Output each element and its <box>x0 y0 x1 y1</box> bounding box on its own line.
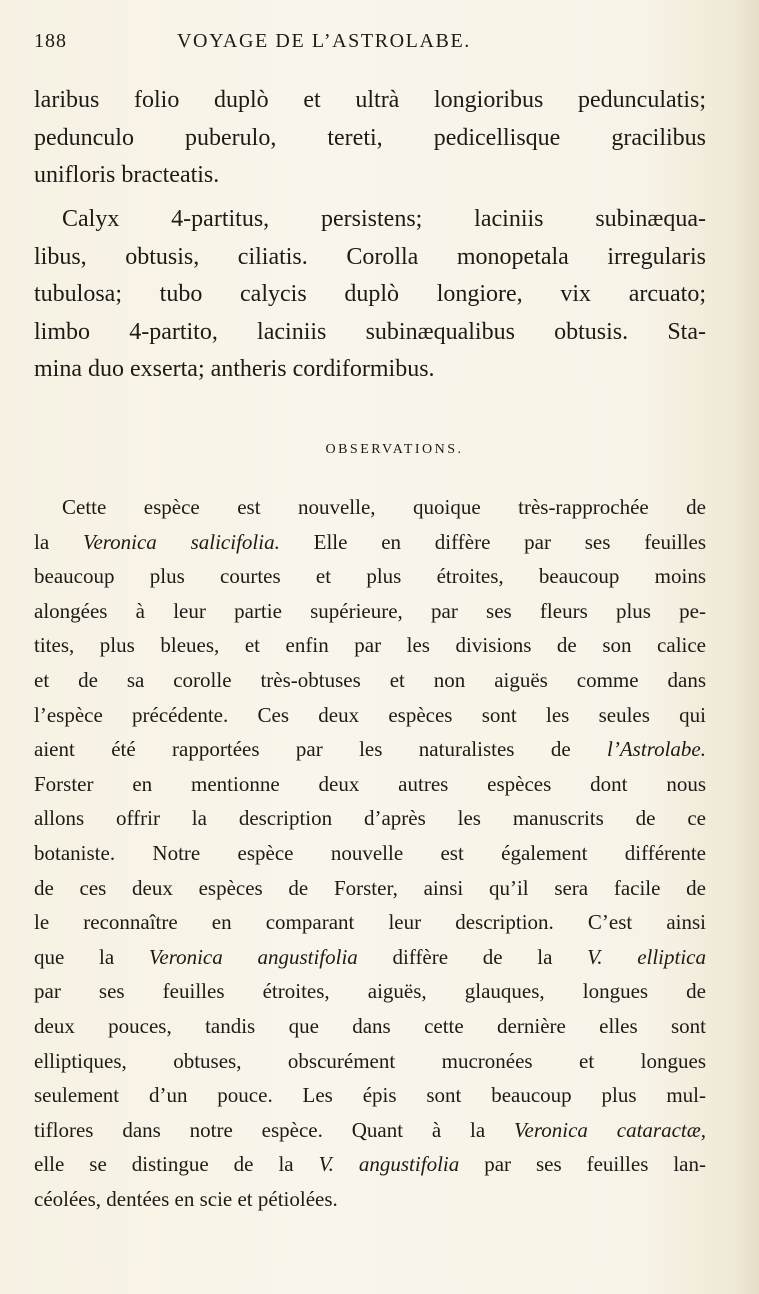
text-line <box>34 628 706 663</box>
text-line <box>34 974 706 1009</box>
text-segment: que la <box>34 944 149 969</box>
text-line: tubulosa; tubo calycis duplò longiore, vix arcuato; <box>34 281 706 307</box>
text-line <box>34 698 706 733</box>
text-line <box>34 1044 706 1079</box>
text-line <box>34 490 706 525</box>
text-line: pedunculo puberulo, tereti, pedicellisque gracilibus <box>34 124 706 151</box>
text-line: Calyx 4-partitus, persistens; laciniis subinæqua- <box>62 206 706 232</box>
text-segment: par ses feuilles lan- <box>459 1152 706 1177</box>
text-line <box>34 1113 706 1148</box>
page-header <box>34 30 724 60</box>
text-line: libus, obtusis, ciliatis. Corolla monopetala irregularis <box>34 243 706 270</box>
text-segment: beaucoup plus courtes et plus étroites, beaucoup moins <box>34 564 706 589</box>
text-segment: Elle en diffère par ses feuilles <box>279 529 707 554</box>
italic-species-name: l’Astrolabe. <box>607 737 706 762</box>
text-line <box>34 732 706 767</box>
text-line: unifloris bracteatis. <box>34 162 220 188</box>
text-line <box>34 767 706 802</box>
page-number: 188 <box>34 30 67 52</box>
text-line <box>34 801 706 836</box>
text-segment: deux pouces, tandis que dans cette dernière elles sont <box>34 1013 706 1038</box>
text-segment: le reconnaître en comparant leur description. C’est ainsi <box>34 910 706 935</box>
text-segment: de ces deux espèces de Forster, ainsi qu’il sera facile de <box>34 875 706 900</box>
text-segment: tiflores dans notre espèce. Quant à la <box>34 1117 515 1142</box>
text-segment: aient été rapportées par les naturalistes de <box>34 737 608 762</box>
text-segment: botaniste. Notre espèce nouvelle est également différente <box>34 840 706 865</box>
text-line: limbo 4-partito, laciniis subinæqualibus obtusis. Sta- <box>34 318 706 345</box>
text-segment: la <box>34 529 83 554</box>
observations-heading: OBSERVATIONS. <box>325 442 464 457</box>
text-segment: tites, plus bleues, et enfin par les divisions de son calice <box>34 633 706 658</box>
italic-species-name: Veronica salicifolia. <box>82 529 280 554</box>
text-line <box>34 871 706 906</box>
text-line <box>34 836 706 871</box>
text-segment: et de sa corolle très-obtuses et non aiguës comme dans <box>34 667 706 692</box>
text-line <box>34 525 706 560</box>
running-title: VOYAGE DE L’ASTROLABE. <box>177 30 471 52</box>
italic-species-name: V. elliptica <box>587 944 707 969</box>
text-line <box>34 1078 706 1113</box>
text-segment: par ses feuilles étroites, aiguës, glauques, longues de <box>34 979 706 1004</box>
text-segment: allons offrir la description d’après les manuscrits de ce <box>34 806 706 831</box>
text-line <box>34 940 706 975</box>
text-segment: diffère de la <box>357 944 588 969</box>
text-line <box>34 905 706 940</box>
text-line <box>34 1182 706 1217</box>
text-line <box>34 1147 706 1182</box>
text-line <box>34 559 706 594</box>
text-segment: Forster en mentionne deux autres espèces dont nous <box>34 771 706 796</box>
italic-species-name: V. angustifolia <box>318 1152 460 1177</box>
observations-paragraph <box>34 490 706 1216</box>
text-segment: elle se distingue de la <box>34 1152 319 1177</box>
text-line <box>34 594 706 629</box>
text-segment: seulement d’un pouce. Les épis sont beaucoup plus mul- <box>34 1083 706 1108</box>
text-segment: Cette espèce est nouvelle, quoique très-rapprochée de <box>62 495 706 519</box>
text-segment: l’espèce précédente. Ces deux espèces sont les seules qui <box>34 702 706 727</box>
text-segment: céolées, dentées en scie et pétiolées. <box>34 1186 338 1211</box>
calyx-paragraph <box>34 201 706 389</box>
text-line: mina duo exserta; antheris cordiformibus. <box>34 356 435 382</box>
text-line <box>34 663 706 698</box>
text-segment: alongées à leur partie supérieure, par ses fleurs plus pe- <box>34 598 706 623</box>
text-segment: elliptiques, obtuses, obscurément mucronées et longues <box>34 1048 706 1073</box>
description-paragraph <box>34 82 706 195</box>
italic-species-name: Veronica angustifolia <box>148 944 358 969</box>
italic-species-name: Veronica cataractæ, <box>514 1117 706 1142</box>
text-line: laribus folio duplò et ultrà longioribus pedunculatis; <box>34 87 706 113</box>
text-line <box>34 1009 706 1044</box>
